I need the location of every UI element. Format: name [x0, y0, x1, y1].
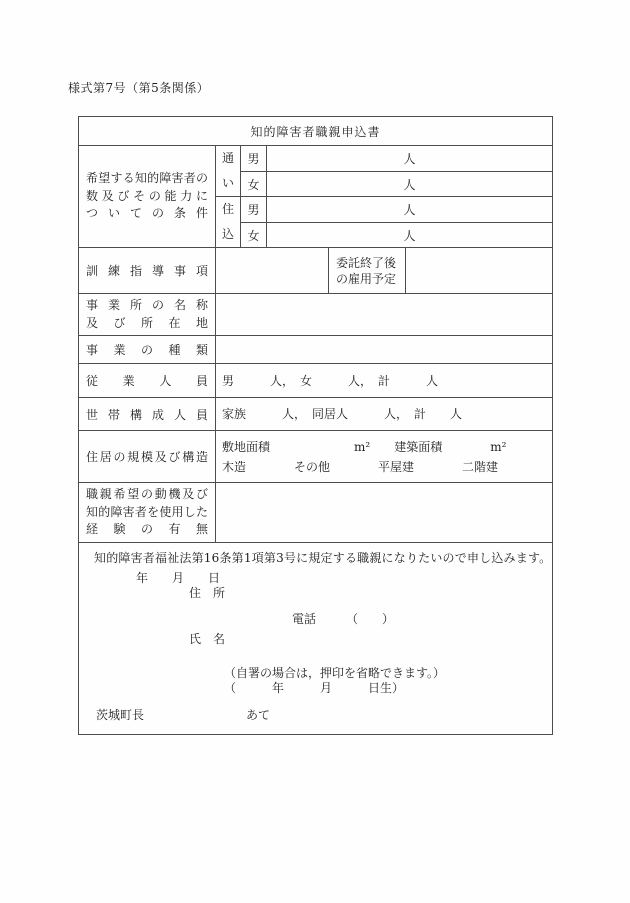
residence-structure-line: 木造 その他 平屋建 二階建 [222, 459, 499, 474]
household-value: 家族 人， 同居人 人， 計 人 [222, 407, 463, 421]
livein-female-label: 女 [241, 223, 267, 248]
livein-male-label: 男 [241, 197, 267, 223]
title-row [79, 117, 553, 146]
motivation-value-cell [216, 483, 553, 543]
application-statement: 知的障害者福祉法第16条第1項第3号に規定する職親になりたいので申し込みます。 [94, 551, 552, 565]
birthdate-line: （ 年 月 日生） [224, 681, 405, 695]
motivation-label-line-1: 職親希望の動機及び [86, 487, 208, 502]
employees-label: 従業人員 [79, 364, 216, 398]
training-label: 訓練指導事項 [79, 248, 216, 294]
training-row [79, 248, 553, 294]
residence-label: 住居の規模及び構造 [79, 431, 216, 483]
office-label-cell [79, 294, 216, 336]
household-row [79, 398, 553, 431]
business-type-value-cell [216, 336, 553, 364]
commute-female-count-cell: 人 [267, 172, 553, 197]
office-value-cell [216, 294, 553, 336]
commute-female-label: 女 [241, 172, 267, 197]
post-commission-label: 委託終了後の雇用予定 [336, 255, 397, 286]
household-label: 世帯構成人員 [79, 398, 216, 431]
wish-label-cell [79, 146, 216, 248]
training-value-cell [216, 248, 329, 294]
business-type-label: 事業の種類 [79, 336, 216, 364]
motivation-label-line-2: 知的障害者を使用した [86, 504, 208, 519]
business-type-row [79, 336, 553, 364]
seal-note: （自署の場合は，押印を省略できます。） [224, 666, 446, 680]
address-label: 住 所 [189, 586, 226, 600]
date-line: 年 月 日 [136, 571, 221, 585]
motivation-label-line-3: 経験の有無 [86, 522, 208, 537]
commute-male-count-cell: 人 [267, 146, 553, 172]
employees-value-cell [216, 364, 553, 398]
form-title: 知的障害者職親申込書 [79, 117, 553, 146]
livein-male-count-cell: 人 [267, 197, 553, 223]
livein-label: 住込 [222, 202, 235, 241]
office-label-line-1: 事業所の名称 [86, 298, 208, 312]
motivation-row [79, 483, 553, 543]
motivation-label-cell [79, 483, 216, 543]
livein-female-count-cell: 人 [267, 223, 553, 248]
phone-line: 電話 （ ） [292, 612, 395, 626]
wish-label-line-1: 希望する知的障害者の [86, 171, 208, 186]
footer-cell [79, 543, 553, 735]
form-number: 様式第7号（第5条関係） [68, 81, 210, 95]
post-commission-label-cell [329, 248, 406, 294]
post-commission-value-cell [406, 248, 553, 294]
residence-value-cell [216, 431, 553, 483]
office-row [79, 294, 553, 336]
commute-label: 通い [222, 151, 235, 190]
office-label-line-2: 及び所在地 [86, 315, 208, 330]
commute-male-label: 男 [241, 146, 267, 172]
wish-label-line-3: ついての条件 [86, 206, 208, 221]
household-value-cell [216, 398, 553, 431]
commute-label-cell [216, 146, 241, 197]
name-label: 氏 名 [189, 632, 226, 646]
employees-row [79, 364, 553, 398]
addressee-suffix: あて [246, 708, 271, 722]
wish-label-line-2: 数及びその能力に [86, 188, 208, 203]
residence-area-line: 敷地面積 m² 建築面積 m² [222, 439, 507, 454]
application-form-table [78, 116, 553, 735]
employees-value: 男 人， 女 人， 計 人 [222, 373, 439, 388]
wish-row-commute-male [79, 146, 553, 172]
livein-label-cell [216, 197, 241, 248]
footer-row [79, 543, 553, 735]
addressee: 茨城町長 [96, 708, 145, 722]
residence-row [79, 431, 553, 483]
